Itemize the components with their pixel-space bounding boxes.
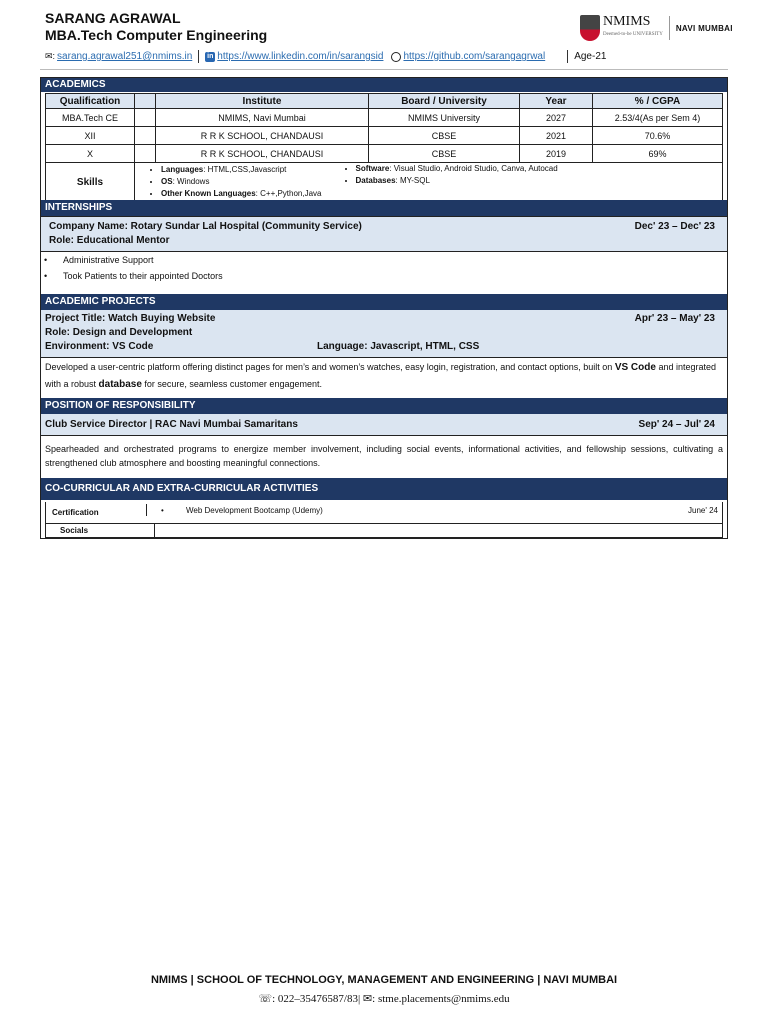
col-year: Year — [520, 94, 593, 109]
nmims-logo — [580, 15, 733, 41]
por-role: Club Service Director | RAC Navi Mumbai Samaritans — [45, 419, 298, 430]
footer-title: NMIMS | SCHOOL OF TECHNOLOGY, MANAGEMENT AND ENGINEERING | NAVI MUMBAI — [150, 974, 618, 986]
project-title: Project Title: Watch Buying Website — [45, 313, 216, 324]
cell-cgpa: 69% — [593, 145, 723, 163]
campus-label: NAVI MUMBAI — [675, 23, 733, 33]
section-academics-title: ACADEMICS — [41, 78, 727, 92]
project-description: Developed a user-centric platform offering distinct pages for men’s and women’s watches, easy login, registration, and contact options, built on VS Code and integrated with a robust database for secure, seamless customer engagement. — [45, 362, 716, 390]
section-internships-title: INTERNSHIPS — [41, 200, 727, 216]
project-environment: Environment: VS Code — [45, 341, 154, 352]
resume-body — [40, 77, 728, 539]
footer-contact: ☏: 022–35476587/83| ✉: stme.placements@nmims.edu — [258, 993, 510, 1005]
section-activities-title: CO-CURRICULAR AND EXTRA-CURRICULAR ACTIVITIES — [41, 478, 727, 500]
candidate-name: SARANG AGRAWAL — [45, 10, 181, 26]
email-link[interactable]: sarang.agrawal251@nmims.in — [57, 51, 193, 62]
footer-email: stme.placements@nmims.edu — [377, 993, 510, 1005]
cell-institute: R R K SCHOOL, CHANDAUSI — [156, 127, 369, 145]
cell-board: CBSE — [369, 145, 520, 163]
project-role: Role: Design and Development — [45, 327, 193, 338]
header-divider — [40, 69, 728, 70]
list-item: • Other Known Languages: C++,Python,Java — [161, 188, 520, 200]
skills-row — [46, 163, 723, 202]
list-item: • Databases: MY-SQL — [356, 175, 716, 187]
cell-year: 2027 — [520, 109, 593, 127]
section-projects-title: ACADEMIC PROJECTS — [41, 294, 727, 310]
list-item: • Software: Visual Studio, Android Studio, Canva, Autocad — [356, 163, 716, 175]
internship-points — [41, 252, 721, 284]
internship-date: Dec' 23 – Dec' 23 — [634, 221, 715, 232]
internship-heading — [41, 216, 727, 252]
table-row — [46, 127, 723, 145]
col-cgpa: % / CGPA — [593, 94, 723, 109]
cell-year: 2021 — [520, 127, 593, 145]
cert-bullet: • — [161, 506, 164, 515]
col-qualification: Qualification — [46, 94, 135, 109]
cell-institute: NMIMS, Navi Mumbai — [156, 109, 369, 127]
contact-row — [45, 50, 606, 63]
col-institute: Institute — [156, 94, 369, 109]
github-icon — [391, 52, 401, 62]
activities-table — [45, 502, 723, 538]
por-date: Sep' 24 – Jul' 24 — [638, 419, 715, 430]
internship-role: Role: Educational Mentor — [49, 235, 170, 246]
cert-date: June' 24 — [688, 506, 718, 515]
age-label: Age-21 — [574, 51, 607, 62]
cell-qualification: MBA.Tech CE — [46, 109, 135, 127]
github-link[interactable]: https://github.com/sarangagrwal — [403, 51, 546, 62]
list-item: • Administrative Support — [41, 252, 721, 268]
list-item: • Languages: HTML,CSS,Javascript — [161, 164, 520, 176]
cell-board: NMIMS University — [369, 109, 520, 127]
project-language: Language: Javascript, HTML, CSS — [317, 341, 480, 352]
socials-label: Socials — [60, 526, 89, 535]
section-por-title: POSITION OF RESPONSIBILITY — [41, 398, 727, 414]
list-item: • OS: Windows — [161, 176, 520, 188]
linkedin-link[interactable]: https://www.linkedin.com/in/sarangsid — [217, 51, 384, 62]
cert-label: Certification — [52, 508, 99, 517]
academics-table — [45, 93, 723, 202]
internship-company: Company Name: Rotary Sundar Lal Hospital (Community Service) — [49, 221, 362, 232]
cert-item: Web Development Bootcamp (Udemy) — [186, 506, 323, 515]
cell-board: CBSE — [369, 127, 520, 145]
list-item: • Took Patients to their appointed Doctors — [41, 268, 721, 284]
cell-year: 2019 — [520, 145, 593, 163]
candidate-degree: MBA.Tech Computer Engineering — [45, 27, 268, 43]
shield-icon — [580, 15, 600, 41]
footer-phone: 022–35476587/83 — [277, 993, 358, 1005]
mail-icon: ✉: — [45, 51, 56, 61]
project-date: Apr' 23 – May' 23 — [634, 313, 715, 324]
cell-cgpa: 2.53/4(As per Sem 4) — [593, 109, 723, 127]
col-board: Board / University — [369, 94, 520, 109]
logo-text: NMIMS — [603, 14, 651, 29]
cell-qualification: X — [46, 145, 135, 163]
table-row — [46, 145, 723, 163]
por-heading — [41, 414, 727, 436]
cell-qualification: XII — [46, 127, 135, 145]
linkedin-icon: in — [207, 52, 214, 60]
por-description: Spearheaded and orchestrated programs to energize member involvement, including social events, informational activities, and fellowship sessions, cultivating a strengthened club atmosphere and boosting meaningful connections. — [45, 444, 723, 468]
phone-icon: ☏: — [258, 993, 276, 1005]
table-header-row — [46, 94, 723, 109]
table-row — [46, 109, 723, 127]
mail-icon: ✉: — [362, 993, 376, 1005]
cell-institute: R R K SCHOOL, CHANDAUSI — [156, 145, 369, 163]
cell-cgpa: 70.6% — [593, 127, 723, 145]
skills-label: Skills — [46, 163, 135, 202]
skills-right-list — [330, 163, 716, 187]
logo-subtext: Deemed-to-be UNIVERSITY — [603, 32, 663, 37]
project-heading — [41, 310, 727, 358]
